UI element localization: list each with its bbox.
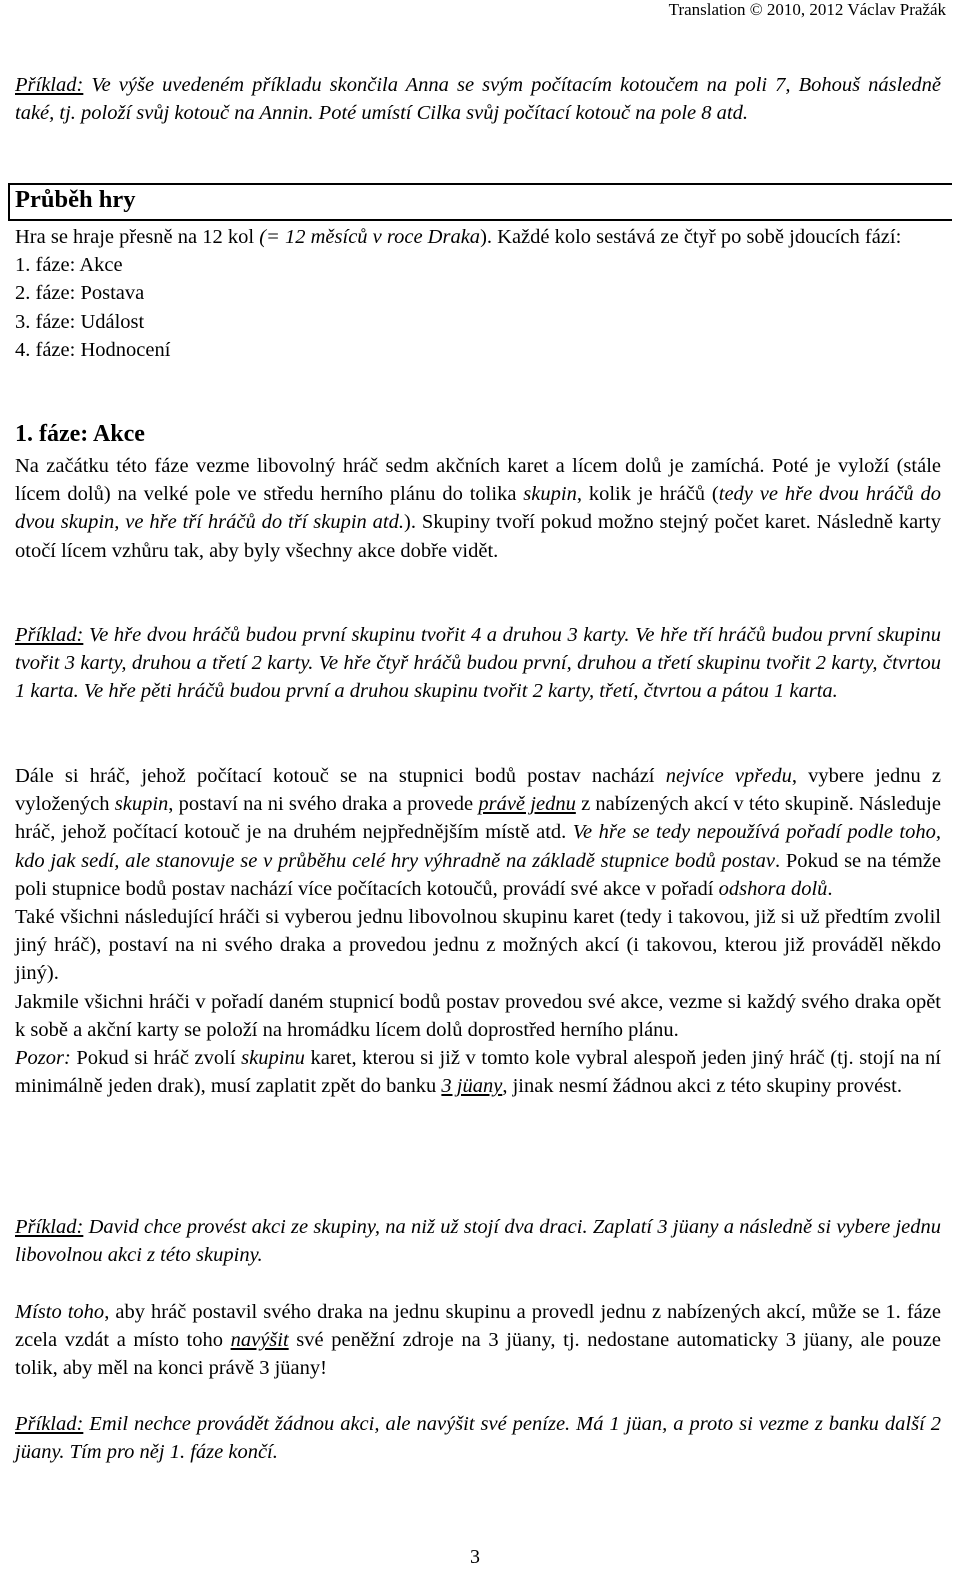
section-title: Průběh hry: [15, 186, 136, 213]
phase-list-item: 3. fáze: Událost: [15, 310, 145, 333]
page-number: 3: [470, 1546, 480, 1568]
section-title-box: [8, 183, 952, 221]
phase-list: [15, 251, 941, 364]
intro-example: [15, 71, 941, 127]
example-text: Ve výše uvedeném příkladu skončila Anna se svým počítacím kotoučem na poli 7, Bohouš následně také, tj. položí svůj kotouč na Annin. Poté umístí Cilka svůj počítací kotouč na pole 8 atd.: [15, 74, 941, 125]
phase1-example-1: Příklad: Ve hře dvou hráčů budou první skupinu tvořit 4 a druhou 3 karty. Ve hře tří hráčů budou první skupinu tvořit 3 karty, druhou a třetí 2 karty. Ve hře čtyř hráčů budou první, druhou a třetí skupinu tvořit 2 karty, čtvrtou 1 karta. Ve hře pěti hráčů budou první a druhou skupinu tvořit 2 karty, třetí, čtvrtou a pátou 1 karta.: [15, 624, 941, 703]
phase1-paragraph-1: Na začátku této fáze vezme libovolný hráč sedm akčních karet a lícem dolů je zamíchá. Poté je vyloží (stále lícem dolů) na velké pole ve středu herního plánu do tolika skupin, kolik je hráčů (tedy ve hře dvou hráčů do dvou skupin, ve hře tří hráčů do tří skupin atd.). Skupiny tvoří pokud možno stejný počet karet. Následně karty otočí lícem vzhůru tak, aby byly všechny akce dobře vidět.: [15, 455, 941, 562]
phase1-paragraph-4: Jakmile všichni hráči v pořadí daném stupnicí bodů postav provedou své akce, vezme si každý svého draka opět k sobě a akční karty se položí na hromádku lícem dolů doprostřed herního plánu.: [15, 990, 941, 1041]
phase1-paragraph-6: Místo toho, aby hráč postavil svého draka na jednu skupinu a provedl jednu z nabízených akcí, může se 1. fáze zcela vzdát a místo toho navýšit své peněžní zdroje na 3 jüany, tj. nedostane automaticky 3 jüany, ale pouze tolik, aby měl na konci právě 3 jüany!: [15, 1301, 941, 1380]
example-label: Příklad:: [15, 1216, 84, 1238]
phase1-paragraph-3: Také všichni následující hráči si vyberou jednu libovolnou skupinu karet (tedy i takovou, již si už předtím zvolil jiný hráč), postaví na ni svého draka a provedou jednu z možných akcí (i takovou, kterou již prováděl někdo jiný).: [15, 906, 941, 985]
phase1-paragraph-2: Dále si hráč, jehož počítací kotouč se na stupnici bodů postav nachází nejvíce vpředu, vybere jednu z vyložených skupin, postaví na ni svého draka a provede právě jednu z nabízených akcí v této skupině. Následuje hráč, jehož počítací kotouč je na druhém nejpřednějším místě atd. Ve hře se tedy nepoužívá pořadí podle toho, kdo jak sedí, ale stanovuje se v průběhu celé hry výhradně na základě stupnice bodů postav. Pokud se na témže poli stupnice bodů postav nachází více počítacích kotoučů, provádí své akce v pořadí odshora dolů. Také všichni následující hráči si vyberou jednu libovolnou skupinu karet (tedy i takovou, již si už předtím zvolil jiný hráč), postaví na ni svého draka a provedou jednu z možných akcí (i takovou, kterou již prováděl někdo jiný). Jakmile všichni hráči v pořadí daném stupnicí bodů postav provedou své akce, vezme si každý svého draka opět k sobě a akční karty se položí na hromádku lícem dolů doprostřed herního plánu. Pozor: Pokud si hráč zvolí skupinu karet, kterou si již v tomto kole vybral alespoň jeden jiný hráč (tj. stojí na ní minimálně jeden drak), musí zaplatit zpět do banku 3 jüany, jinak nesmí žádnou akci z této skupiny provést.: [15, 762, 941, 1100]
example-label: Příklad:: [15, 74, 84, 96]
phase1-heading: 1. fáze: Akce: [15, 421, 145, 447]
phase1-warning: Pozor: Pokud si hráč zvolí skupinu karet, kterou si již v tomto kole vybral alespoň jeden jiný hráč (tj. stojí na ní minimálně jeden drak), musí zaplatit zpět do banku 3 jüany, jinak nesmí žádnou akci z této skupiny provést.: [15, 1047, 941, 1098]
phase-list-item: 1. fáze: Akce: [15, 254, 123, 277]
example-label: Příklad:: [15, 1413, 84, 1435]
translation-note: Translation © 2010, 2012 Václav Pražák: [668, 0, 946, 19]
phase-list-item: 4. fáze: Hodnocení: [15, 338, 171, 361]
example-label: Příklad:: [15, 624, 84, 646]
phase-list-item: 2. fáze: Postava: [15, 282, 145, 305]
phase1-example-3: Příklad: Emil nechce provádět žádnou akci, ale navýšit své peníze. Má 1 jüan, a proto si vezme z banku další 2 jüany. Tím pro něj 1. fáze končí.: [15, 1413, 941, 1464]
phase1-example-2: Příklad: David chce provést akci ze skupiny, na niž už stojí dva draci. Zaplatí 3 jüany a následně si vybere jednu libovolnou akci z této skupiny.: [15, 1216, 941, 1267]
section-intro: Hra se hraje přesně na 12 kol (= 12 měsíců v roce Draka). Každé kolo sestává ze čtyř po sobě jdoucích fází: 1. fáze: Akce 2. fáze: Postava 3. fáze: Událost 4. fáze: Hodnocení: [15, 223, 941, 364]
